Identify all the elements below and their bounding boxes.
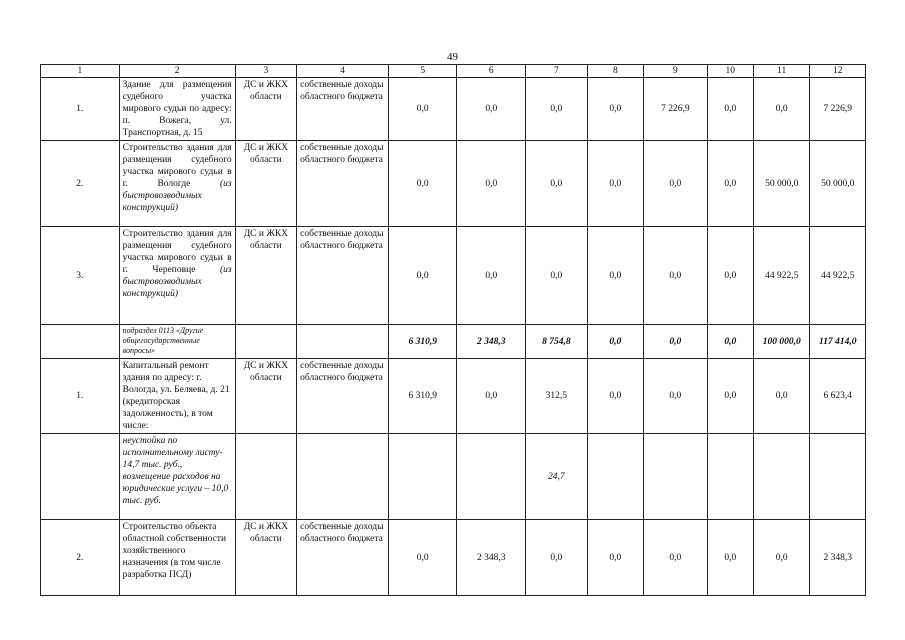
value-cell: 312,5: [526, 359, 588, 434]
object-name: Капитальный ремонт здания по адресу: г. Вологда, ул. Беляева, д. 21 (кредиторская задолженность), в том числе:: [119, 359, 235, 434]
value-cell: 0,0: [707, 141, 753, 227]
value-cell: 0,0: [644, 227, 708, 325]
subsection-row: [41, 325, 866, 359]
header-row: [41, 65, 866, 78]
header-cell: 11: [753, 65, 809, 78]
value-cell: 0,0: [587, 520, 643, 596]
value-cell: 0,0: [753, 359, 809, 434]
object-name-note: (из быстровозводимых конструкций): [122, 265, 232, 299]
header-cell: 7: [526, 65, 588, 78]
value-cell: 0,0: [457, 227, 526, 325]
executor: ДС и ЖКХ области: [235, 520, 297, 596]
object-name: Здание для размещения судебного участка мирового судьи по адресу: п. Вожега, ул. Транспортная, д. 15: [119, 78, 235, 141]
value-cell: 2 348,3: [457, 520, 526, 596]
value-cell: 0,0: [526, 520, 588, 596]
value-cell: 0,0: [587, 141, 643, 227]
object-name: [119, 227, 235, 325]
header-cell: 9: [644, 65, 708, 78]
value-cell: 24,7: [526, 434, 588, 520]
funding-source: собственные доходы областного бюджета: [297, 78, 389, 141]
table-row: [41, 359, 866, 434]
row-number: 3.: [41, 227, 120, 325]
object-name-text: Строительство здания для размещения судебного участка мирового судьи в г. Вологде: [122, 143, 232, 189]
table-row: [41, 227, 866, 325]
header-cell: 12: [810, 65, 866, 78]
row-number: [41, 325, 120, 359]
value-cell: 0,0: [457, 78, 526, 141]
value-cell: 7 226,9: [644, 78, 708, 141]
value-cell: 6 623,4: [810, 359, 866, 434]
value-cell: 0,0: [388, 227, 457, 325]
funding-source: собственные доходы областного бюджета: [297, 520, 389, 596]
object-name-text: Строительство здания для размещения судебного участка мирового судьи в г. Череповце: [122, 229, 232, 275]
executor: ДС и ЖКХ области: [235, 141, 297, 227]
value-cell: 0,0: [526, 227, 588, 325]
value-cell: 0,0: [587, 227, 643, 325]
executor: [235, 325, 297, 359]
value-cell: 0,0: [526, 141, 588, 227]
subtotal-cell: 8 754,8: [526, 325, 588, 359]
value-cell: 0,0: [587, 78, 643, 141]
funding-source: собственные доходы областного бюджета: [297, 141, 389, 227]
value-cell: 0,0: [457, 359, 526, 434]
row-number: 2.: [41, 520, 120, 596]
funding-source: собственные доходы областного бюджета: [297, 227, 389, 325]
value-cell: 0,0: [644, 520, 708, 596]
funding-source: [297, 434, 389, 520]
row-number: 1.: [41, 78, 120, 141]
value-cell: 0,0: [644, 141, 708, 227]
value-cell: 2 348,3: [810, 520, 866, 596]
value-cell: 0,0: [587, 359, 643, 434]
header-cell: 4: [297, 65, 389, 78]
note-text: неустойка по исполнительному листу- 14,7 тыс. руб., возмещение расходов на юридические услуги – 10,0 тыс. руб.: [119, 434, 235, 520]
value-cell: 6 310,9: [388, 359, 457, 434]
value-cell: 7 226,9: [810, 78, 866, 141]
row-number: 2.: [41, 141, 120, 227]
value-cell: 0,0: [707, 520, 753, 596]
value-cell: 0,0: [526, 78, 588, 141]
value-cell: [753, 434, 809, 520]
executor: ДС и ЖКХ области: [235, 78, 297, 141]
value-cell: 0,0: [707, 78, 753, 141]
table-row: [41, 141, 866, 227]
value-cell: 0,0: [753, 520, 809, 596]
header-cell: 3: [235, 65, 297, 78]
note-row: [41, 434, 866, 520]
value-cell: 0,0: [388, 520, 457, 596]
value-cell: 44 922,5: [753, 227, 809, 325]
value-cell: [457, 434, 526, 520]
value-cell: 0,0: [388, 78, 457, 141]
value-cell: 0,0: [707, 359, 753, 434]
value-cell: 0,0: [753, 78, 809, 141]
executor: ДС и ЖКХ области: [235, 359, 297, 434]
value-cell: [644, 434, 708, 520]
value-cell: 0,0: [457, 141, 526, 227]
funding-source: собственные доходы областного бюджета: [297, 359, 389, 434]
header-cell: 5: [388, 65, 457, 78]
header-cell: 2: [119, 65, 235, 78]
object-name: [119, 141, 235, 227]
table-row: [41, 520, 866, 596]
value-cell: [388, 434, 457, 520]
value-cell: 50 000,0: [753, 141, 809, 227]
page-number: 49: [447, 51, 458, 63]
subtotal-cell: 100 000,0: [753, 325, 809, 359]
header-cell: 10: [707, 65, 753, 78]
header-cell: 6: [457, 65, 526, 78]
subtotal-cell: 2 348,3: [457, 325, 526, 359]
subtotal-cell: 0,0: [707, 325, 753, 359]
subtotal-cell: 0,0: [644, 325, 708, 359]
value-cell: 44 922,5: [810, 227, 866, 325]
budget-table: [40, 64, 866, 596]
row-number: [41, 434, 120, 520]
value-cell: 0,0: [644, 359, 708, 434]
subtotal-cell: 117 414,0: [810, 325, 866, 359]
object-name-note: (из быстровозводимых конструкций): [122, 179, 232, 213]
value-cell: [587, 434, 643, 520]
value-cell: 50 000,0: [810, 141, 866, 227]
value-cell: [810, 434, 866, 520]
subtotal-cell: 6 310,9: [388, 325, 457, 359]
value-cell: 0,0: [388, 141, 457, 227]
header-cell: 1: [41, 65, 120, 78]
value-cell: 0,0: [707, 227, 753, 325]
table-row: [41, 78, 866, 141]
header-cell: 8: [587, 65, 643, 78]
object-name: Строительство объекта областной собственности хозяйственного назначения (в том числе разработка ПСД): [119, 520, 235, 596]
funding-source: [297, 325, 389, 359]
executor: [235, 434, 297, 520]
value-cell: [707, 434, 753, 520]
executor: ДС и ЖКХ области: [235, 227, 297, 325]
row-number: 1.: [41, 359, 120, 434]
subtotal-cell: 0,0: [587, 325, 643, 359]
subsection-name: подраздел 0113 «Другие общегосударственные вопросы»: [119, 325, 235, 359]
